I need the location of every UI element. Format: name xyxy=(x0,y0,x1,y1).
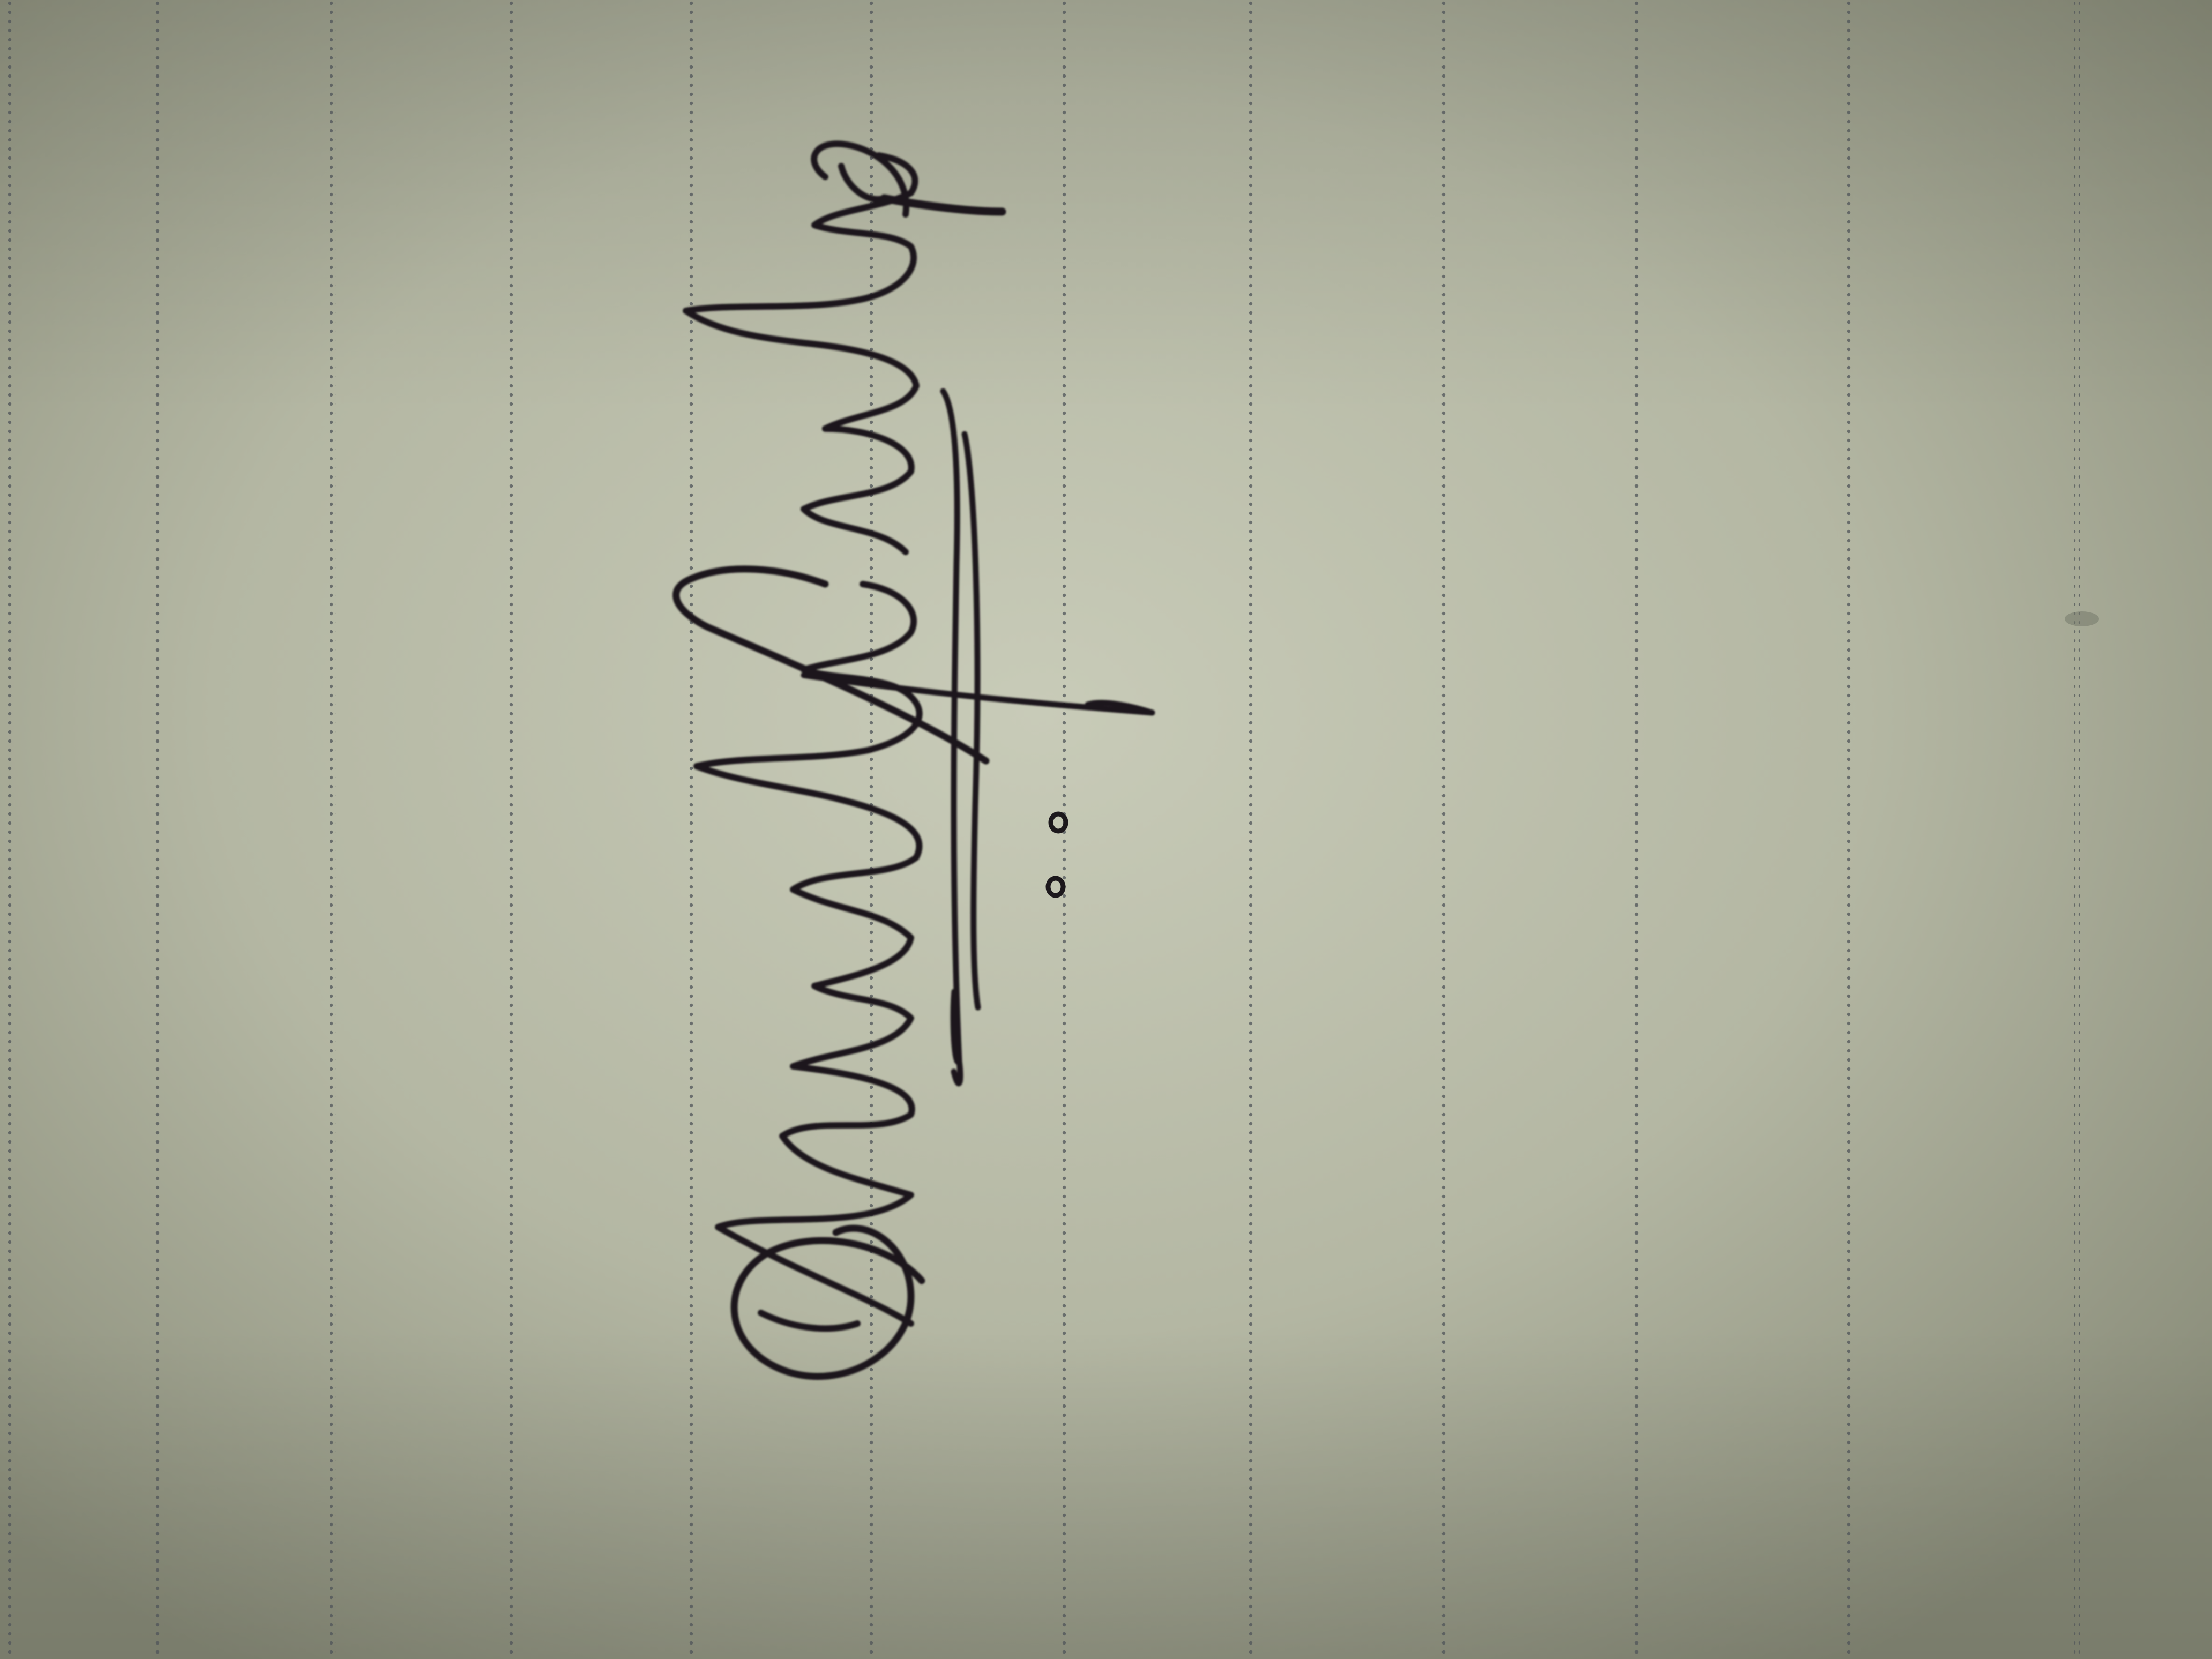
rule-line xyxy=(689,0,695,1659)
paper-smudge xyxy=(2065,611,2099,626)
rule-line xyxy=(868,0,875,1659)
rule-line xyxy=(330,0,336,1659)
rule-line xyxy=(1846,0,1852,1659)
rule-line xyxy=(1634,0,1641,1659)
rule-line xyxy=(1441,0,1448,1659)
rule-line xyxy=(509,0,515,1659)
rule-line xyxy=(2074,0,2080,1659)
rule-line xyxy=(155,0,162,1659)
rule-line xyxy=(8,0,14,1659)
rule-line xyxy=(1249,0,1255,1659)
